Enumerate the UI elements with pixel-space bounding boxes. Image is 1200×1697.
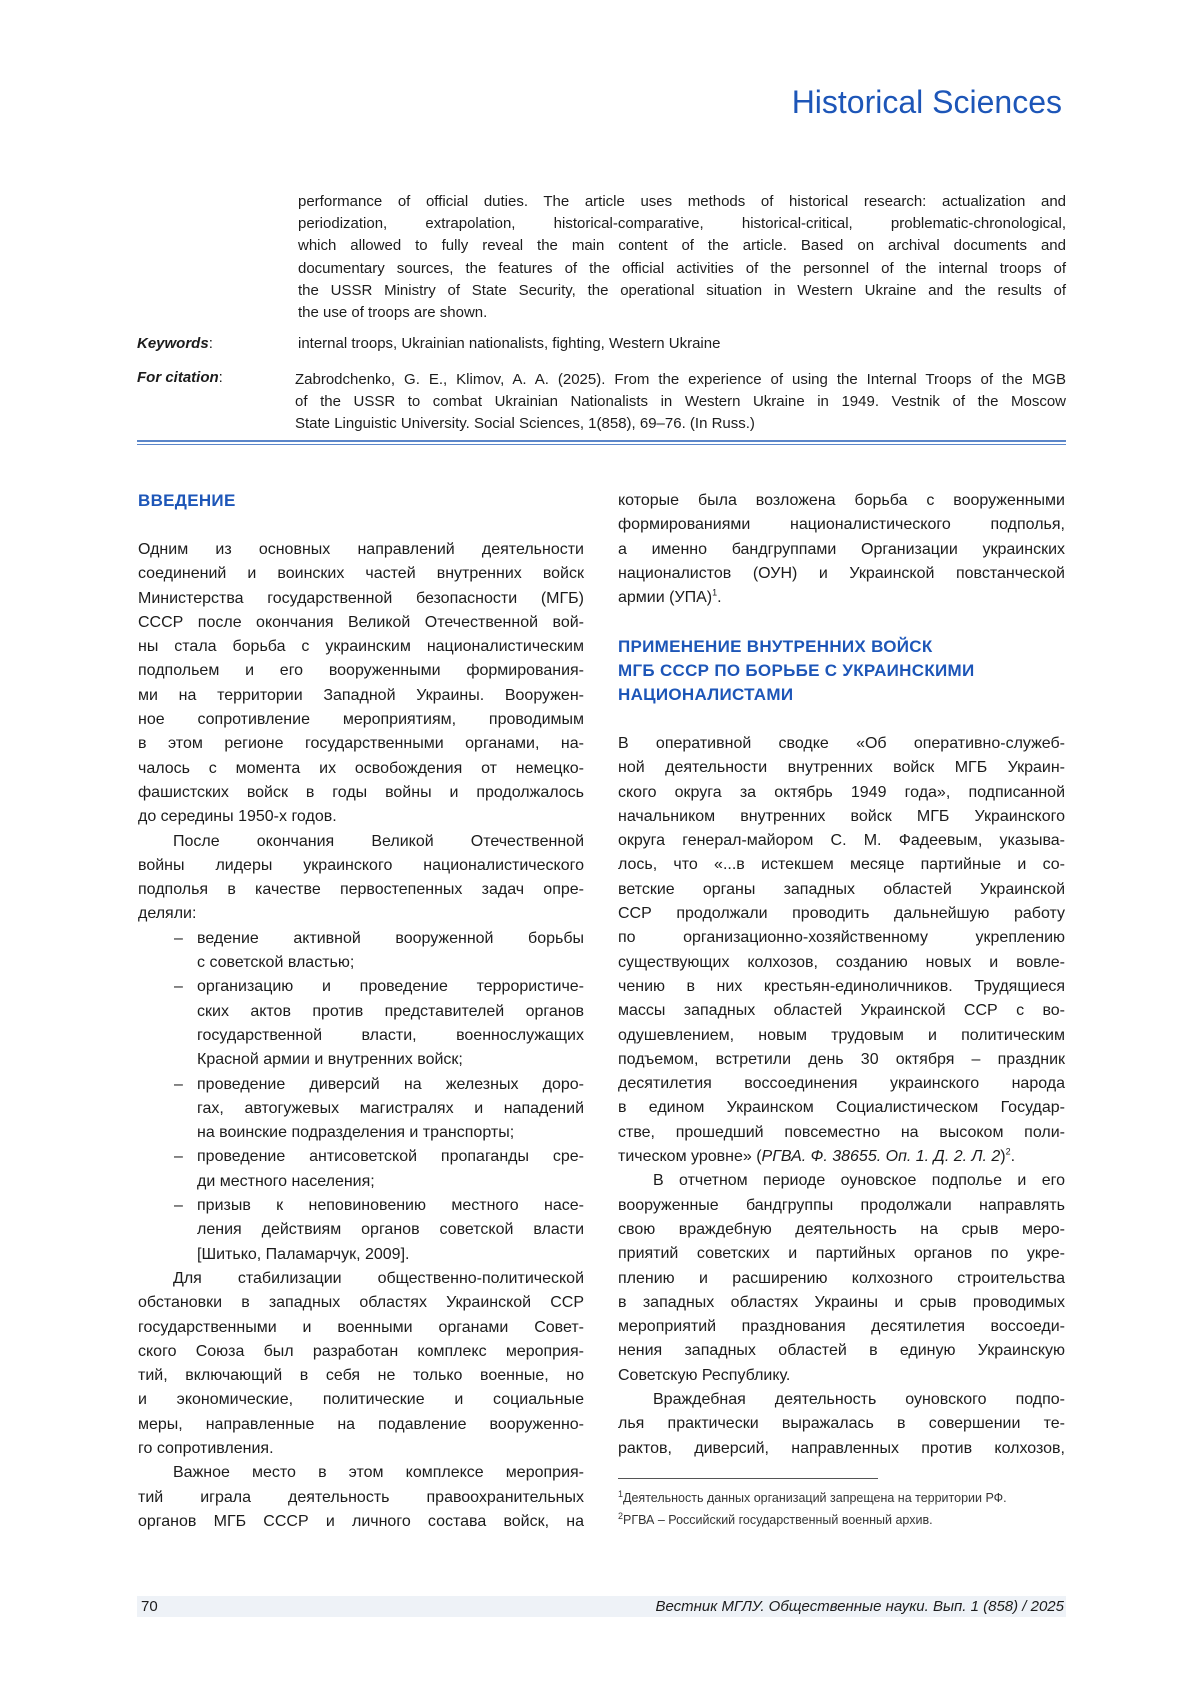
text-line [618, 489, 1065, 513]
text-line [197, 1048, 584, 1072]
line-text: ского Союза был разработан комплекс мероприя- [138, 1343, 584, 1360]
line-text: на воинские подразделения и транспорты; [197, 1124, 514, 1141]
text-line [138, 1316, 584, 1340]
line-text: го сопротивления. [138, 1440, 274, 1457]
line-text: десятилетия воссоединения украинского народа [618, 1075, 1065, 1092]
text-line [138, 830, 584, 854]
text-line: documentary sources, the features of the official activities of the personnel of the internal troops of [298, 258, 1066, 280]
text-line [618, 1121, 1065, 1145]
line-text: В отчетном периоде оуновское подполье и его [653, 1172, 1065, 1189]
citation-label-text: For citation [137, 369, 219, 386]
citation [295, 369, 1066, 435]
text-line [138, 1364, 584, 1388]
line-text: ведение активной вооруженной борьбы [197, 930, 584, 947]
line-text: подпольем и его вооруженными формирования- [138, 662, 584, 679]
text-line [618, 1169, 1065, 1193]
line-text: чалось с момента их освобождения от немецко- [138, 760, 584, 777]
text-line [618, 829, 1065, 853]
text-line [618, 1339, 1065, 1363]
text-line [138, 781, 584, 805]
page-number: 70 [141, 1598, 158, 1615]
line-text: плению и расширению колхозного строительства [618, 1270, 1065, 1287]
footnote-1 [618, 1491, 1007, 1505]
line-text: вооруженные бандгруппы продолжали направлять [618, 1197, 1065, 1214]
dash-bullet: – [174, 975, 183, 999]
text-line [618, 513, 1065, 537]
line-text: ной деятельности внутренних войск МГБ Украин- [618, 759, 1065, 776]
text-line [138, 732, 584, 756]
line-text: тий, включающий в себя не только военные, но [138, 1367, 584, 1384]
footnote-text: Деятельность данных организаций запрещена на территории РФ. [623, 1491, 1007, 1505]
text-line [618, 1145, 1065, 1169]
text-line [618, 756, 1065, 780]
text-line [618, 781, 1065, 805]
text-line [618, 999, 1065, 1023]
text-line [138, 1486, 584, 1510]
line-text: а именно бандгруппами Организации украинских [618, 541, 1065, 558]
text-line [618, 562, 1065, 586]
right-column-intro-text [618, 489, 1065, 610]
text-line: Zabrodchenko, G. E., Klimov, A. A. (2025). From the experience of using the Internal Troops of the MGB [295, 369, 1066, 391]
text-line [138, 902, 584, 926]
line-text: мероприятий празднования десятилетия воссоеди- [618, 1318, 1065, 1335]
line-text: рактов, диверсий, направленных против колхозов, [618, 1440, 1065, 1457]
line-text: националистов (ОУН) и Украинской повстанческой [618, 565, 1065, 582]
text-line [618, 805, 1065, 829]
text-line [618, 1194, 1065, 1218]
footnote-number: 2 [618, 1511, 623, 1521]
line-text: которые была возложена борьба с вооруженными [618, 492, 1065, 509]
text-line [618, 1315, 1065, 1339]
line-text: нения западных областей в единую Украинскую [618, 1342, 1065, 1359]
heading-line: ПРИМЕНЕНИЕ ВНУТРЕННИХ ВОЙСК [618, 635, 975, 659]
text-line [138, 1413, 584, 1437]
text-line: which allowed to fully reveal the main content of the article. Based on archival documents and [298, 235, 1066, 257]
line-text: до середины 1950-х годов. [138, 808, 337, 825]
text-line [138, 1267, 584, 1291]
punct: . [1011, 1148, 1015, 1165]
colon: : [219, 369, 223, 386]
text-line [197, 1097, 584, 1121]
line-text: подъемом, встретили день 30 октября – праздник [618, 1051, 1065, 1068]
line-text: соединений и воинских частей внутренних войск [138, 565, 584, 582]
text-line [197, 1243, 584, 1267]
line-text: призыв к неповиновению местного насе- [197, 1197, 584, 1214]
section-heading-application [618, 635, 975, 707]
text-line [618, 1048, 1065, 1072]
line-text: организацию и проведение террористиче- [197, 978, 584, 995]
line-text: лось, что «...в истекшем месяце партийные и со- [618, 856, 1065, 873]
text-line [618, 1096, 1065, 1120]
colon: : [209, 335, 213, 352]
text-line [197, 951, 584, 975]
line-text: войны лидеры украинского националистического [138, 857, 584, 874]
text-line [618, 1072, 1065, 1096]
text-line: the use of troops are shown. [298, 302, 1066, 324]
text-line [618, 902, 1065, 926]
text-line [138, 1461, 584, 1485]
line-text: органов МГБ СССР и личного состава войск, на [138, 1513, 584, 1530]
text-line [138, 854, 584, 878]
text-line [618, 975, 1065, 999]
text-line [138, 587, 584, 611]
line-text: В оперативной сводке «Об оперативно-служеб- [618, 735, 1065, 752]
line-text: [Шитько, Паламарчук, 2009]. [197, 1246, 409, 1263]
line-text: начальником внутренних войск МГБ Украинского [618, 808, 1065, 825]
line-text: массы западных областей Украинской ССР с во- [618, 1002, 1065, 1019]
dash-bullet: – [174, 1194, 183, 1218]
text-line [138, 878, 584, 902]
line-text: одушевлением, новым трудовым и политическим [618, 1027, 1065, 1044]
line-text: ное сопротивление мероприятиям, проводимым [138, 711, 584, 728]
citation-label [137, 369, 223, 386]
text-line [138, 1291, 584, 1315]
footnote-ref: 1 [712, 588, 717, 598]
text-line: performance of official duties. The article uses methods of historical research: actualization and [298, 191, 1066, 213]
divider-top [137, 440, 1066, 442]
line-text: лья практически выражалась в совершении те- [618, 1415, 1065, 1432]
line-text: стве, прошедший повсеместно на высоком поли- [618, 1124, 1065, 1141]
text-line [618, 586, 1065, 610]
line-text: тий играла деятельность правоохранительных [138, 1489, 584, 1506]
line-text: ления действиям органов советской власти [197, 1221, 584, 1238]
text-line [197, 1000, 584, 1024]
dash-bullet: – [174, 1145, 183, 1169]
text-line [197, 1024, 584, 1048]
text-line [138, 1340, 584, 1364]
text-line [618, 1364, 1065, 1388]
text-line [618, 732, 1065, 756]
line-text: Министерства государственной безопасности (МГБ) [138, 590, 584, 607]
line-text: формированиями националистического подполья, [618, 516, 1065, 533]
line-text: государственными и военными органами Совет- [138, 1319, 584, 1336]
line-text: ского округа за октябрь 1949 года», подписанной [618, 784, 1065, 801]
keywords-label-text: Keywords [137, 335, 209, 352]
abstract [298, 191, 1066, 324]
text-line [138, 635, 584, 659]
text-line [138, 562, 584, 586]
text-line: the USSR Ministry of State Security, the operational situation in Western Ukraine and the results of [298, 280, 1066, 302]
text-line [197, 1170, 584, 1194]
text-line [618, 878, 1065, 902]
section-title: Historical Sciences [792, 84, 1062, 121]
line-text: существующих колхозов, созданию новых и вовле- [618, 954, 1065, 971]
line-text: Для стабилизации общественно-политической [173, 1270, 584, 1287]
line-text: армии (УПА) [618, 589, 712, 606]
bullet-item [197, 1194, 584, 1218]
line-text: с советской властью; [197, 954, 354, 971]
line-text: ССР продолжали проводить дальнейшую работу [618, 905, 1065, 922]
line-text: чению в них крестьян-единоличников. Трудящиеся [618, 978, 1065, 995]
text-line [197, 1218, 584, 1242]
text-line [618, 1412, 1065, 1436]
footnote-divider [618, 1478, 878, 1479]
line-text: фашистских войск в годы войны и продолжалось [138, 784, 584, 801]
line-text: свою враждебную деятельность на срыв меро- [618, 1221, 1065, 1238]
line-text: в едином Украинском Социалистическом Государ- [618, 1099, 1065, 1116]
journal-name: Вестник МГЛУ. Общественные науки. Вып. 1 (858) / 2025 [655, 1598, 1064, 1615]
bullet-item [197, 1145, 584, 1169]
punct: . [717, 589, 721, 606]
bullet-item [197, 927, 584, 951]
line-text: в западных областях Украины и срыв проводимых [618, 1294, 1065, 1311]
line-text: ских актов против представителей органов [197, 1003, 584, 1020]
punct: ) [1000, 1148, 1005, 1165]
line-text: округа генерал-майором С. М. Фадеевым, указыва- [618, 832, 1065, 849]
text-line [138, 538, 584, 562]
line-text: в этом регионе государственными органами, на- [138, 735, 584, 752]
footnote-text: РГВА – Российский государственный военный архив. [623, 1513, 933, 1527]
text-line [618, 1242, 1065, 1266]
text-line [138, 1510, 584, 1534]
line-text: Советскую Республику. [618, 1367, 790, 1384]
keywords-label [137, 335, 213, 352]
line-text: Красной армии и внутренних войск; [197, 1051, 463, 1068]
text-line [618, 1267, 1065, 1291]
text-line [138, 708, 584, 732]
dash-bullet: – [174, 927, 183, 951]
line-text: ди местного населения; [197, 1173, 375, 1190]
text-line [618, 926, 1065, 950]
text-line [618, 853, 1065, 877]
text-line [618, 1218, 1065, 1242]
line-text: ветские органы западных областей Украинской [618, 881, 1065, 898]
line-text: обстановки в западных областях Украинской ССР [138, 1294, 584, 1311]
line-text: ми на территории Западной Украины. Вооружен- [138, 687, 584, 704]
line-text: Враждебная деятельность оуновского подпо- [653, 1391, 1065, 1408]
line-text: тическом уровне» ( [618, 1148, 762, 1165]
text-line [138, 611, 584, 635]
line-text: приятий советских и партийных органов по укре- [618, 1245, 1065, 1262]
line-text: проведение антисоветской пропаганды сре- [197, 1148, 584, 1165]
line-text: проведение диверсий на железных доро- [197, 1076, 584, 1093]
text-line [618, 1291, 1065, 1315]
text-line [138, 1388, 584, 1412]
heading-line: НАЦИОНАЛИСТАМИ [618, 683, 975, 707]
line-text: ны стала борьба с украинским националистическим [138, 638, 584, 655]
line-text: После окончания Великой Отечественной [173, 833, 584, 850]
line-text: по организационно-хозяйственному укреплению [618, 929, 1065, 946]
line-text: Важное место в этом комплексе мероприя- [173, 1464, 584, 1481]
line-text: Одним из основных направлений деятельности [138, 541, 584, 558]
section-heading-intro: ВВЕДЕНИЕ [138, 489, 236, 513]
line-text: и экономические, политические и социальные [138, 1391, 584, 1408]
line-text: СССР после окончания Великой Отечественной вой- [138, 614, 584, 631]
dash-bullet: – [174, 1073, 183, 1097]
text-line [197, 1121, 584, 1145]
right-column-text [618, 732, 1065, 1461]
left-column-text [138, 538, 584, 1534]
text-line: State Linguistic University. Social Sciences, 1(858), 69–76. (In Russ.) [295, 413, 1066, 435]
keywords-value: internal troops, Ukrainian nationalists, fighting, Western Ukraine [298, 335, 720, 352]
text-line [618, 1024, 1065, 1048]
text-line [618, 1437, 1065, 1461]
text-line [138, 757, 584, 781]
heading-line: МГБ СССР ПО БОРЬБЕ С УКРАИНСКИМИ [618, 659, 975, 683]
line-text: меры, направленные на подавление вооруженно- [138, 1416, 584, 1433]
text-line [618, 951, 1065, 975]
text-line [138, 659, 584, 683]
text-line: of the USSR to combat Ukrainian Nationalists in Western Ukraine in 1949. Vestnik of the Moscow [295, 391, 1066, 413]
text-line [138, 1437, 584, 1461]
text-line [618, 1388, 1065, 1412]
line-text: деляли: [138, 905, 196, 922]
bullet-item [197, 1073, 584, 1097]
page-footer [137, 1596, 1066, 1617]
archive-reference: РГВА. Ф. 38655. Оп. 1. Д. 2. Л. 2 [762, 1148, 1001, 1165]
footnote-2 [618, 1513, 933, 1527]
text-line [618, 538, 1065, 562]
footnote-ref: 2 [1006, 1147, 1011, 1157]
text-line [138, 684, 584, 708]
text-line [138, 805, 584, 829]
line-text: государственной власти, военнослужащих [197, 1027, 584, 1044]
divider-bottom [137, 444, 1066, 445]
text-line: periodization, extrapolation, historical-comparative, historical-critical, problematic-chronological, [298, 213, 1066, 235]
line-text: подполья в качестве первостепенных задач опре- [138, 881, 584, 898]
footnote-number: 1 [618, 1489, 623, 1499]
line-text: гах, автогужевых магистралях и нападений [197, 1100, 584, 1117]
bullet-item [197, 975, 584, 999]
